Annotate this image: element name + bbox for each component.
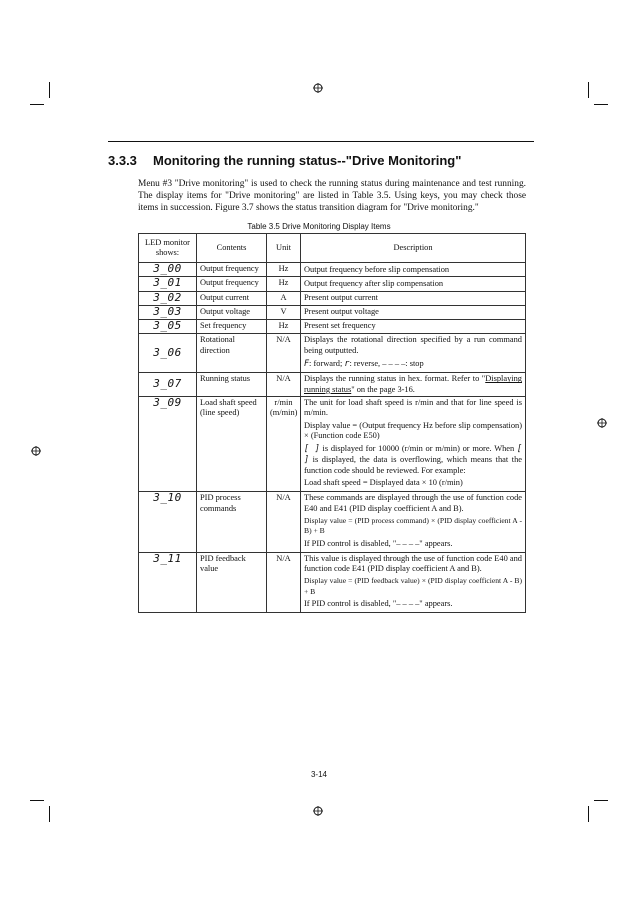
led-code: 3_09 — [139, 396, 197, 491]
contents-cell: Output frequency — [197, 277, 267, 291]
section-rule — [108, 141, 534, 142]
contents-cell: Output voltage — [197, 305, 267, 319]
unit-cell: N/A — [267, 334, 301, 373]
contents-cell: Output frequency — [197, 263, 267, 277]
contents-cell: Rotational direction — [197, 334, 267, 373]
unit-cell: A — [267, 291, 301, 305]
led-code: 3_02 — [139, 291, 197, 305]
header-contents: Contents — [197, 234, 267, 263]
crop-mark — [594, 104, 608, 105]
description-cell — [301, 552, 526, 612]
table-row — [139, 373, 526, 397]
table-row — [139, 492, 526, 552]
table-row — [139, 334, 526, 373]
header-led: LED monitor shows: — [139, 234, 197, 263]
unit-cell: Hz — [267, 320, 301, 334]
crop-mark — [49, 806, 50, 822]
contents-cell: Load shaft speed (line speed) — [197, 396, 267, 491]
section-number: 3.3.3 — [108, 153, 137, 168]
description-text: If PID control is disabled, "– – – –" appears. — [304, 538, 453, 548]
table-row — [139, 320, 526, 334]
unit-cell: Hz — [267, 277, 301, 291]
header-description: Description — [301, 234, 526, 263]
section-title: Monitoring the running status--"Drive Monitoring" — [153, 153, 462, 168]
crop-mark — [49, 82, 50, 98]
header-unit: Unit — [267, 234, 301, 263]
stop-symbol: – – – – — [382, 359, 406, 369]
registration-mark-icon — [31, 446, 41, 456]
contents-cell: PID feedback value — [197, 552, 267, 612]
contents-cell: Running status — [197, 373, 267, 397]
drive-monitoring-table — [138, 233, 526, 613]
description-text: Display value = (PID process command) × (PID display coefficient A - B) + B — [304, 515, 522, 536]
description-text: Load shaft speed = Displayed data × 10 (r/min) — [304, 478, 463, 488]
description-cell — [301, 334, 526, 373]
led-code: 3_01 — [139, 277, 197, 291]
description-text: Displays the rotational direction specified by a run command being outputted. — [304, 335, 522, 355]
overflow-symbol: [ ] — [304, 443, 522, 465]
unit-cell: V — [267, 305, 301, 319]
unit-cell: N/A — [267, 373, 301, 397]
table-row — [139, 277, 526, 291]
led-code: 3_11 — [139, 552, 197, 612]
page-number: 3-14 — [310, 770, 327, 779]
crop-mark — [594, 800, 608, 801]
table-row — [139, 291, 526, 305]
crop-mark — [588, 806, 589, 822]
unit-cell: Hz — [267, 263, 301, 277]
intro-paragraph: Menu #3 "Drive monitoring" is used to check the running status during maintenance and test running. The display items for "Drive monitoring" are listed in Table 3.5. Using keys, you may check those items in succession. Figure 3.7 shows the status transition diagram for "Drive monitoring." — [138, 179, 526, 213]
description-cell — [301, 492, 526, 552]
description-text: The unit for load shaft speed is r/min and that for line speed is m/min. — [304, 397, 522, 418]
description-cell: Displays the running status in hex. format. Refer to "Displaying running status" on the page 3-16. — [301, 373, 526, 397]
led-code: 3_00 — [139, 263, 197, 277]
description-cell: Present set frequency — [301, 320, 526, 334]
description-cell: Output frequency after slip compensation — [301, 277, 526, 291]
description-cell: Output frequency before slip compensation — [301, 263, 526, 277]
overflow-symbol: [ ] — [304, 443, 320, 454]
description-text: Display value = (Output frequency Hz before slip compensation) × (Function code E50) — [304, 420, 522, 440]
led-code: 3_03 — [139, 305, 197, 319]
table-row — [139, 396, 526, 491]
registration-mark-icon — [313, 83, 323, 93]
forward-symbol: F — [304, 358, 310, 369]
unit-cell: N/A — [267, 552, 301, 612]
crop-mark — [30, 800, 44, 801]
contents-cell: PID process commands — [197, 492, 267, 552]
led-code: 3_05 — [139, 320, 197, 334]
registration-mark-icon — [313, 806, 323, 816]
description-text: These commands are displayed through the use of function code E40 and E41 (PID display coefficient A and B). — [304, 493, 522, 513]
reverse-symbol: r — [344, 358, 350, 369]
led-code: 3_07 — [139, 373, 197, 397]
description-text: This value is displayed through the use of function code E40 and function code E41 (PID display coefficient A and B). — [304, 553, 522, 574]
description-text: If PID control is disabled, "– – – –" appears. — [304, 599, 453, 609]
running-status-link[interactable]: Displaying running status — [304, 374, 522, 394]
unit-cell: r/min (m/min) — [267, 396, 301, 491]
contents-cell: Set frequency — [197, 320, 267, 334]
table-row — [139, 305, 526, 319]
description-cell: Present output current — [301, 291, 526, 305]
crop-mark — [588, 82, 589, 98]
description-cell — [301, 396, 526, 491]
table-row — [139, 552, 526, 612]
contents-cell: Output current — [197, 291, 267, 305]
registration-mark-icon — [597, 418, 607, 428]
description-text: [ ] is displayed for 10000 (r/min or m/min) or more. When [ ] is displayed, the data is overflowing, which means that the function code should be reviewed. For example: — [304, 443, 522, 475]
table-row — [139, 263, 526, 277]
crop-mark — [30, 104, 44, 105]
table-caption: Table 3.5 Drive Monitoring Display Items — [247, 222, 391, 231]
description-text: F: forward; r: reverse, – – – –: stop — [304, 358, 424, 369]
unit-cell: N/A — [267, 492, 301, 552]
led-code: 3_06 — [139, 334, 197, 373]
led-code: 3_10 — [139, 492, 197, 552]
table-header-row — [139, 234, 526, 263]
description-text: Display value = (PID feedback value) × (PID display coefficient A - B) + B — [304, 576, 522, 596]
description-cell: Present output voltage — [301, 305, 526, 319]
